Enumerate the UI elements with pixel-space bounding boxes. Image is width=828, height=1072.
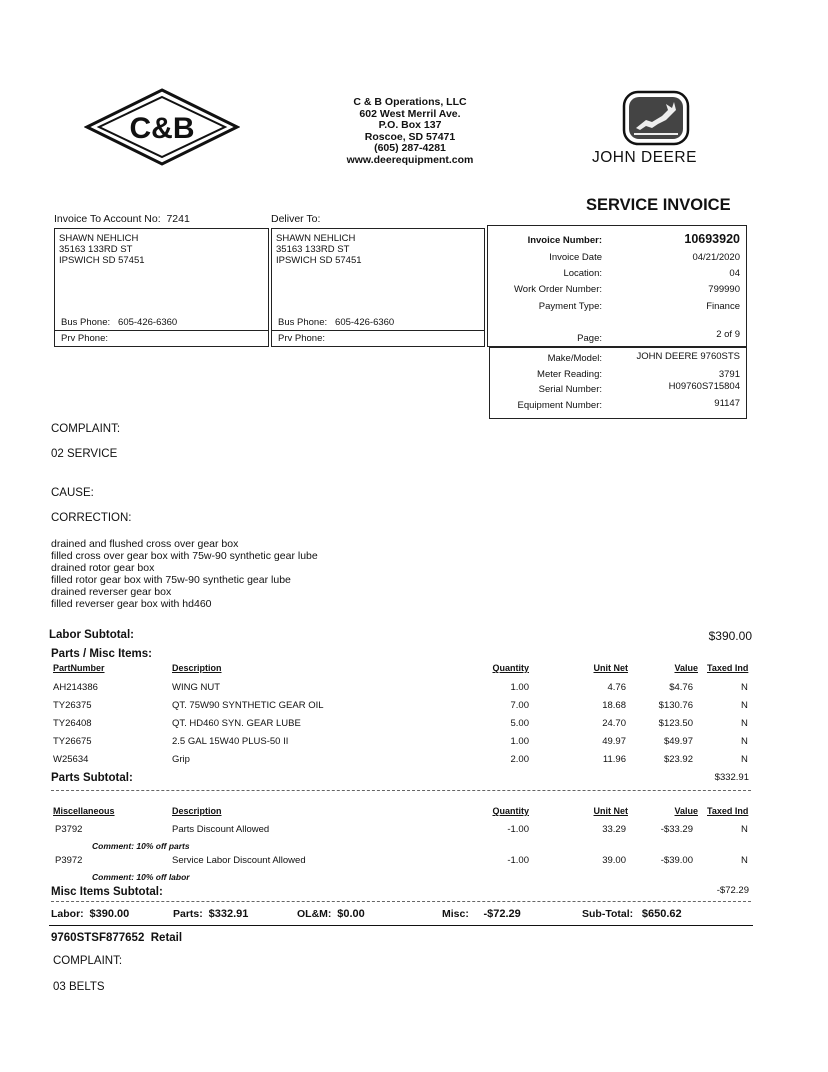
deliver-to-city: IPSWICH SD 57451 [276,255,362,266]
bill-to-street: 35163 133RD ST [59,244,133,255]
part-description: QT. HD460 SYN. GEAR LUBE [172,718,301,729]
col-unit-net: Unit Net [593,663,628,673]
misc-taxed: N [741,855,748,866]
totals-olm: OL&M: $0.00 [297,908,365,920]
serial-number-label: Serial Number: [538,384,602,395]
work-order-number: 799990 [708,284,740,295]
invoice-date-label: Invoice Date [549,252,602,263]
part-unit-net: 49.97 [602,736,626,747]
part-description: 2.5 GAL 15W40 PLUS-50 II [172,736,289,747]
misc-value: -$33.29 [660,824,693,835]
misc-comment: Comment: 10% off parts [92,841,190,851]
correction-line: filled reverser gear box with hd460 [51,598,212,610]
parts-subtotal-label: Parts Subtotal: [51,772,133,784]
misc-unit-net: 33.29 [602,824,626,835]
misc-taxed: N [741,824,748,835]
col-value: Value [674,663,698,673]
part-taxed: N [741,682,748,693]
part-quantity: 7.00 [510,700,529,711]
col-description: Description [172,663,222,673]
location-value: 04 [729,268,740,279]
part-number: W25634 [53,754,89,765]
col-misc-value: Value [674,806,698,816]
part-quantity: 1.00 [510,682,529,693]
part-value: $130.76 [658,700,693,711]
misc-code: P3792 [55,824,83,835]
bill-to-box [54,228,269,347]
equipment-number: 91147 [714,398,740,409]
bill-to-name: SHAWN NEHLICH [59,233,139,244]
deliver-to-label: Deliver To: [271,213,321,225]
misc-quantity: -1.00 [507,824,529,835]
part-number: TY26675 [53,736,92,747]
work-order-label: Work Order Number: [514,284,602,295]
part-taxed: N [741,754,748,765]
invoice-date: 04/21/2020 [692,252,740,263]
correction-line: filled cross over gear box with 75w-90 synthetic gear lube [51,550,318,562]
complaint-text: 02 SERVICE [51,448,118,460]
totals-parts: Parts: $332.91 [173,908,249,920]
labor-subtotal: $390.00 [708,629,752,643]
deliver-to-box [271,228,485,347]
part-number: TY26408 [53,718,92,729]
misc-value: -$39.00 [660,855,693,866]
bill-to-bus-phone: Bus Phone: 605-426-6360 [61,317,178,328]
col-misc-quantity: Quantity [492,806,529,816]
col-taxed: Taxed Ind [707,663,749,673]
meter-reading-label: Meter Reading: [537,369,602,380]
misc-description: Service Labor Discount Allowed [172,855,306,866]
col-part-number: PartNumber [53,663,105,673]
deliver-to-name: SHAWN NEHLICH [276,233,356,244]
company-phone: (605) 287-4281 [374,142,446,155]
col-misc-description: Description [172,806,222,816]
col-miscellaneous: Miscellaneous [53,806,115,816]
equipment-box [489,347,747,419]
part-number: TY26375 [53,700,92,711]
part-taxed: N [741,700,748,711]
next-complaint-label: COMPLAINT: [53,955,123,967]
equipment-number-label: Equipment Number: [517,400,602,411]
misc-comment: Comment: 10% off labor [92,872,190,882]
bill-to-prv-phone: Prv Phone: [61,333,108,344]
deliver-to-street: 35163 133RD ST [276,244,350,255]
correction-line: drained rotor gear box [51,562,155,574]
part-value: $49.97 [663,736,693,747]
payment-type: Finance [706,301,740,312]
invoice-info-box [487,225,747,347]
misc-unit-net: 39.00 [602,855,626,866]
invoice-to-label: Invoice To Account No: 7241 [54,213,190,225]
part-number: AH214386 [53,682,98,693]
invoice-number-label: Invoice Number: [527,235,602,246]
totals-rule [49,925,753,926]
part-value: $4.76 [669,682,693,693]
parts-heading: Parts / Misc Items: [51,648,152,660]
make-model: JOHN DEERE 9760STS [636,351,740,362]
divider [51,790,751,791]
totals-misc: Misc: -$72.29 [442,908,521,920]
john-deere-brand: JOHN DEERE [592,149,697,166]
bill-to-city: IPSWICH SD 57451 [59,255,145,266]
cb-logo [84,88,240,166]
col-misc-taxed: Taxed Ind [707,806,749,816]
part-unit-net: 4.76 [607,682,626,693]
misc-subtotal: -$72.29 [716,885,749,896]
totals-labor: Labor: $390.00 [51,908,130,920]
deliver-to-prv-phone: Prv Phone: [278,333,325,344]
misc-description: Parts Discount Allowed [172,824,270,835]
company-street: 602 West Merril Ave. [359,107,461,120]
part-quantity: 2.00 [510,754,529,765]
logo-text: C&B [129,112,195,145]
location-label: Location: [563,268,602,279]
part-quantity: 1.00 [510,736,529,747]
part-value: $23.92 [663,754,693,765]
page-number: 2 of 9 [716,329,740,340]
misc-quantity: -1.00 [507,855,529,866]
misc-code: P3972 [55,855,83,866]
deliver-to-bus-phone: Bus Phone: 605-426-6360 [278,317,395,328]
correction-line: drained and flushed cross over gear box [51,538,239,550]
misc-subtotal-label: Misc Items Subtotal: [51,886,163,898]
page-label: Page: [577,333,602,344]
labor-subtotal-label: Labor Subtotal: [49,629,134,641]
invoice-number: 10693920 [684,232,740,246]
next-job-header: 9760STSF877652 Retail [51,932,183,944]
company-website: www.deerequipment.com [346,153,474,166]
part-taxed: N [741,736,748,747]
next-complaint-text: 03 BELTS [53,981,105,993]
page-title: SERVICE INVOICE [586,196,731,214]
john-deere-deer-icon [622,90,690,146]
meter-reading: 3791 [718,369,740,380]
part-unit-net: 18.68 [602,700,626,711]
complaint-label: COMPLAINT: [51,423,121,435]
account-number: 7241 [166,213,190,225]
correction-notes [51,538,318,610]
company-po-box: P.O. Box 137 [378,119,442,132]
part-description: QT. 75W90 SYNTHETIC GEAR OIL [172,700,324,711]
part-quantity: 5.00 [510,718,529,729]
divider [51,901,751,902]
company-address-block [320,97,500,167]
part-description: WING NUT [172,682,221,693]
payment-type-label: Payment Type: [538,301,602,312]
cause-label: CAUSE: [51,487,94,499]
part-unit-net: 24.70 [602,718,626,729]
part-value: $123.50 [658,718,693,729]
parts-subtotal: $332.91 [714,772,749,783]
part-taxed: N [741,718,748,729]
col-misc-unit-net: Unit Net [593,806,628,816]
correction-line: drained reverser gear box [51,586,172,598]
part-unit-net: 11.96 [602,754,626,765]
correction-label: CORRECTION: [51,512,132,524]
correction-line: filled rotor gear box with 75w-90 synthetic gear lube [51,574,291,586]
part-description: Grip [172,754,190,765]
company-city: Roscoe, SD 57471 [364,130,456,143]
company-name: C & B Operations, LLC [353,96,467,108]
totals-subtotal: Sub-Total: $650.62 [582,908,682,920]
serial-number: H09760S715804 [668,381,740,392]
col-quantity: Quantity [492,663,529,673]
make-model-label: Make/Model: [547,353,602,364]
